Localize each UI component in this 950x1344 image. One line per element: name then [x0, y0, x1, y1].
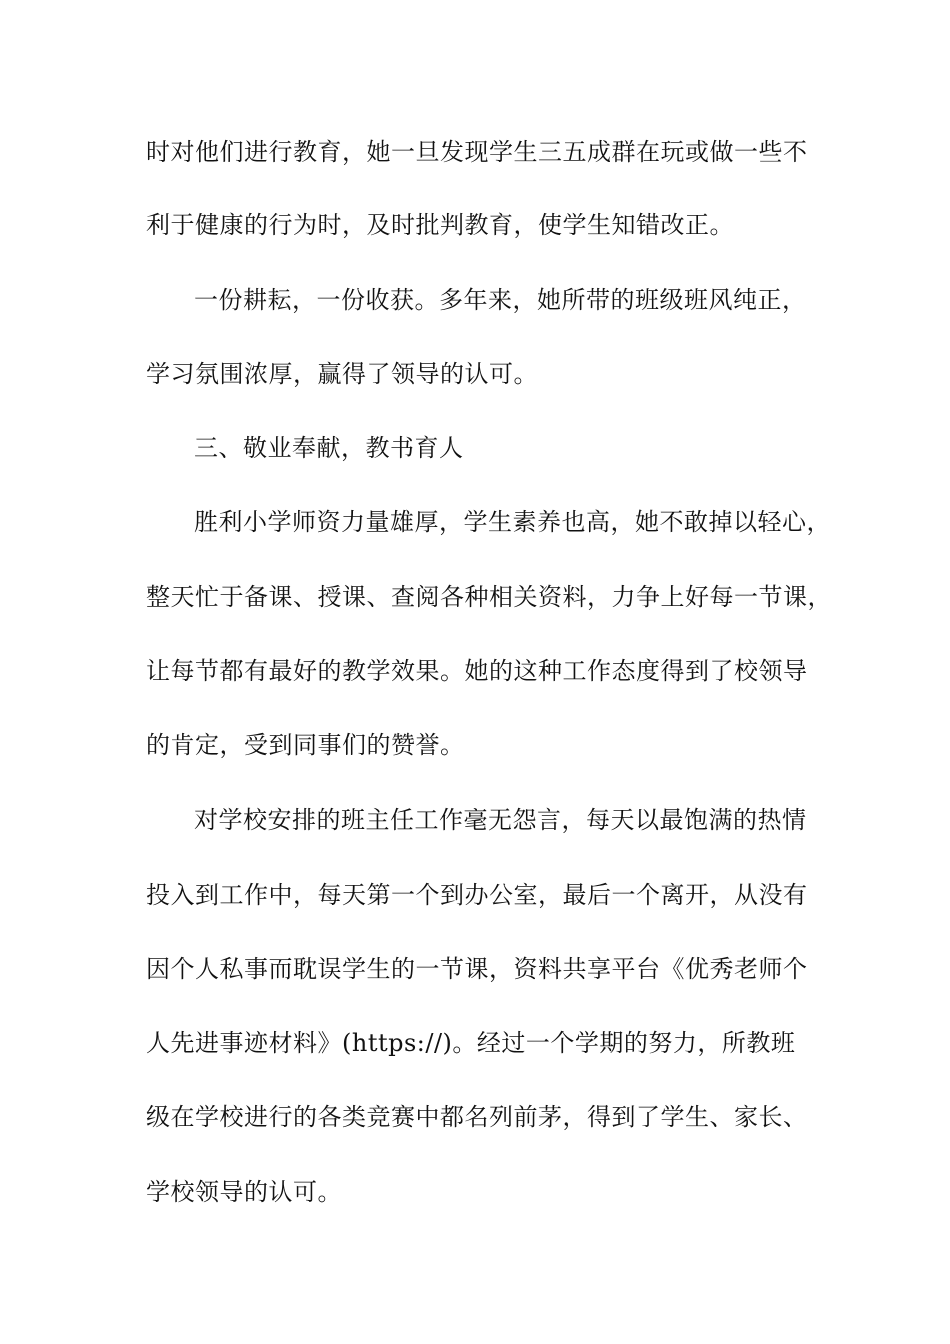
- paragraph-line: 学习氛围浓厚，赢得了领导的认可。: [146, 360, 538, 388]
- paragraph-line: 整天忙于备课、授课、查阅各种相关资料，力争上好每一节课，: [146, 583, 832, 611]
- paragraph-line: 对学校安排的班主任工作毫无怨言，每天以最饱满的热情: [194, 806, 807, 834]
- paragraph-line: 时对他们进行教育，她一旦发现学生三五成群在玩或做一些不: [146, 138, 808, 166]
- paragraph-line: 胜利小学师资力量雄厚，学生素养也高，她不敢掉以轻心，: [194, 508, 831, 536]
- paragraph-line: 利于健康的行为时，及时批判教育，使学生知错改正。: [146, 211, 734, 239]
- paragraph-line: 投入到工作中，每天第一个到办公室，最后一个离开，从没有: [146, 881, 808, 909]
- paragraph-line: 学校领导的认可。: [146, 1178, 342, 1206]
- paragraph-line: 级在学校进行的各类竞赛中都名列前茅，得到了学生、家长、: [146, 1103, 808, 1131]
- paragraph-line: 人先进事迹材料》(https://)。经过一个学期的努力，所教班: [146, 1029, 796, 1057]
- section-heading: 三、敬业奉献，教书育人: [194, 434, 464, 462]
- paragraph-line: 一份耕耘，一份收获。多年来，她所带的班级班风纯正，: [194, 286, 807, 314]
- paragraph-line: 的肯定，受到同事们的赞誉。: [146, 731, 465, 759]
- paragraph-line: 让每节都有最好的教学效果。她的这种工作态度得到了校领导: [146, 657, 808, 685]
- paragraph-line: 因个人私事而耽误学生的一节课，资料共享平台《优秀老师个: [146, 955, 808, 983]
